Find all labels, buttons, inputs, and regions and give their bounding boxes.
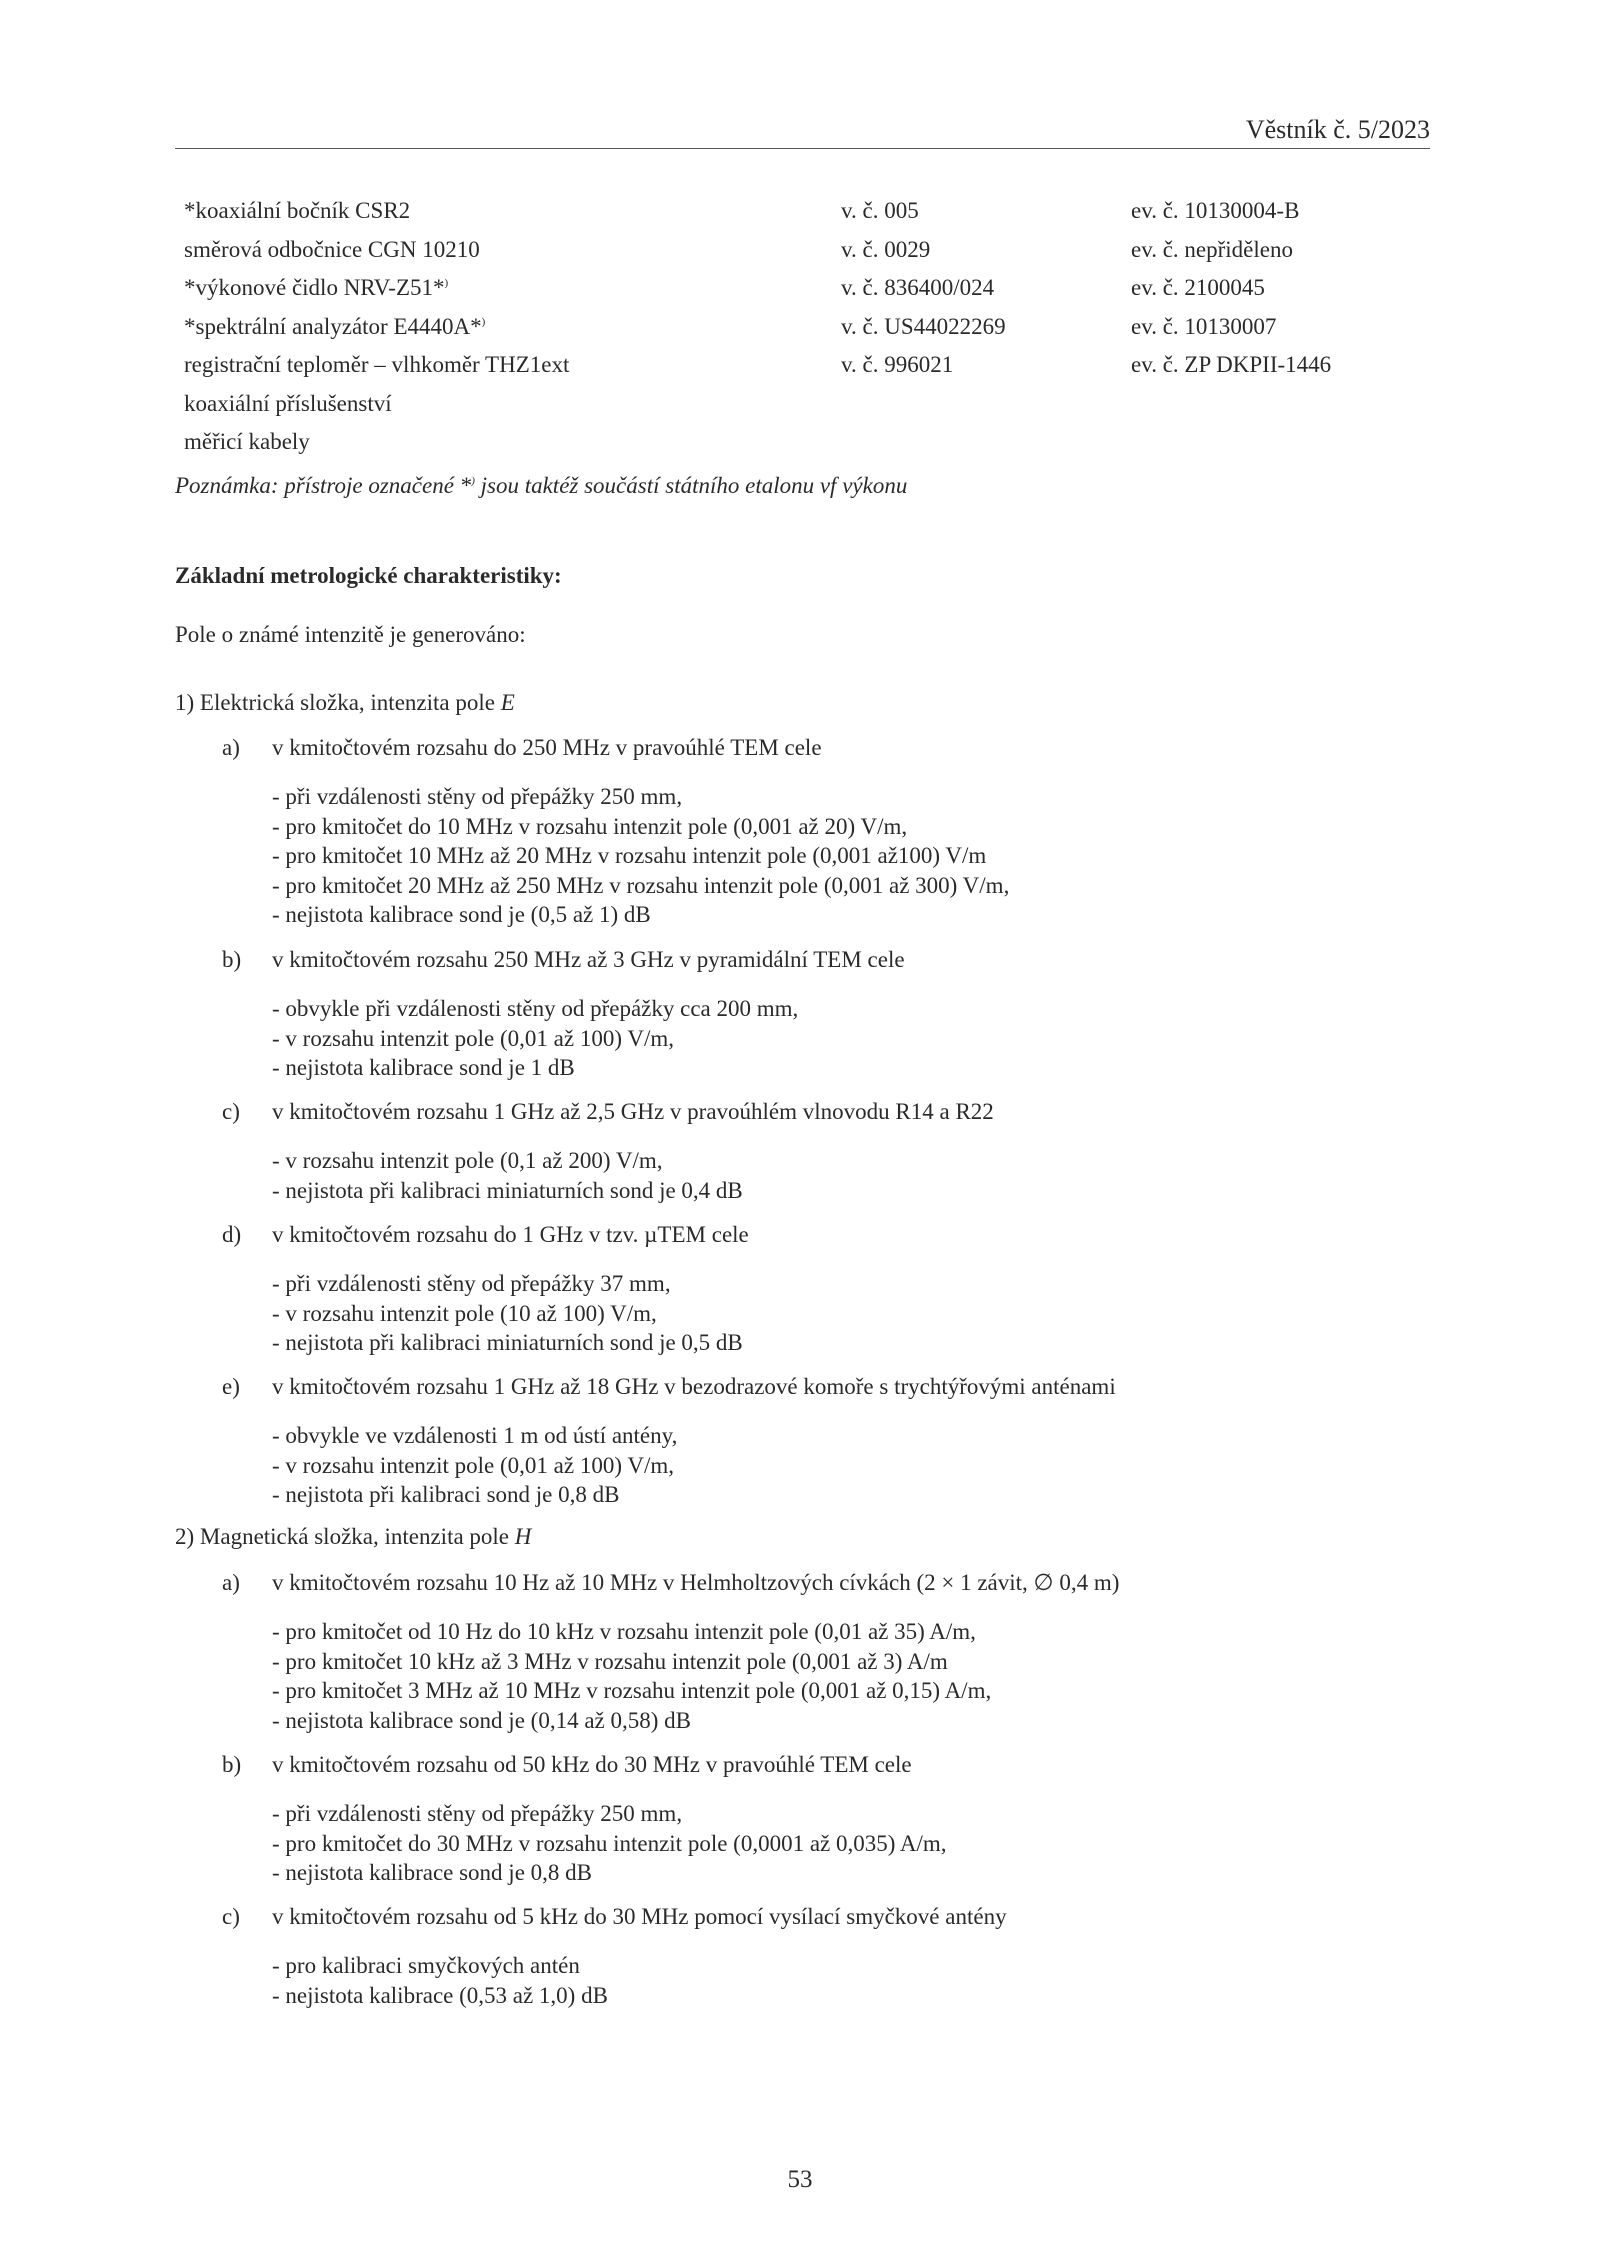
detail-line: - nejistota při kalibraci sond je 0,8 dB	[272, 1482, 620, 1507]
section-title	[175, 1522, 531, 1552]
item-details	[272, 1421, 677, 1510]
page-number: 53	[787, 2166, 813, 2193]
detail-line: - pro kmitočet do 10 MHz v rozsahu intenzit pole (0,001 až 20) V/m,	[272, 813, 908, 839]
footnote-mark: )	[481, 315, 486, 328]
detail-line: - pro kmitočet 10 MHz až 20 MHz v rozsahu intenzit pole (0,001 až100) V/m	[272, 843, 987, 868]
note	[175, 471, 907, 501]
equipment-name: *koaxiální bočník CSR2	[184, 198, 411, 223]
item-label: b)	[222, 1752, 242, 1777]
detail-line: - pro kalibraci smyčkových antén	[272, 1953, 580, 1978]
note-text-rest: jsou taktéž součástí státního etalonu vf výkonu	[474, 473, 908, 498]
item-details	[272, 1617, 991, 1735]
item-text: v kmitočtovém rozsahu od 50 kHz do 30 MHz v pravoúhlé TEM cele	[272, 1752, 912, 1777]
detail-line: - obvykle při vzdálenosti stěny od přepážky cca 200 mm,	[272, 996, 799, 1021]
field-variable: E	[500, 690, 515, 715]
detail-line: - nejistota kalibrace sond je 1 dB	[272, 1055, 575, 1080]
item-details	[272, 1951, 608, 2010]
equipment-serial: v. č. 0029	[841, 236, 931, 262]
item-text: v kmitočtovém rozsahu do 250 MHz v pravoúhlé TEM cele	[272, 735, 822, 760]
equipment-serial: v. č. 836400/024	[841, 275, 995, 300]
item-label: b)	[222, 947, 242, 972]
footnote-mark: )	[444, 277, 449, 289]
equipment-name: *výkonové čidlo NRV-Z51*	[184, 275, 445, 300]
note-text: Poznámka: přístroje označené *	[175, 473, 472, 498]
equipment-row	[184, 196, 1414, 235]
equipment-name: měřicí kabely	[184, 429, 310, 454]
detail-line: - nejistota při kalibraci miniaturních sond je 0,5 dB	[272, 1330, 743, 1355]
item-text: v kmitočtovém rozsahu 10 Hz až 10 MHz v Helmholtzových cívkách (2 × 1 závit, ∅ 0,4 m)	[272, 1570, 1120, 1595]
equipment-name: směrová odbočnice CGN 10210	[184, 236, 480, 262]
equipment-name: *spektrální analyzátor E4440A*	[184, 313, 482, 339]
section-title	[175, 688, 515, 718]
item-text: v kmitočtovém rozsahu 1 GHz až 18 GHz v bezodrazové komoře s trychtýřovými anténami	[272, 1374, 1116, 1399]
detail-line: - nejistota při kalibraci miniaturních sond je 0,4 dB	[272, 1177, 743, 1203]
section-title-text: 1) Elektrická složka, intenzita pole	[175, 690, 501, 715]
equipment-row	[184, 235, 1414, 274]
item-label: a)	[222, 735, 240, 760]
detail-line: - pro kmitočet do 30 MHz v rozsahu intenzit pole (0,0001 až 0,035) A/m,	[272, 1830, 947, 1856]
page-header	[175, 112, 1430, 149]
item-label: d)	[222, 1222, 242, 1247]
item-details	[272, 1799, 947, 1888]
item-label: e)	[222, 1374, 240, 1399]
equipment-row	[184, 427, 1414, 466]
item-details	[272, 994, 798, 1083]
item-label: c)	[222, 1904, 240, 1929]
equipment-list	[184, 196, 1414, 466]
detail-line: - při vzdálenosti stěny od přepážky 250 mm,	[272, 1801, 683, 1826]
item-text: v kmitočtovém rozsahu 1 GHz až 2,5 GHz v pravoúhlém vlnovodu R14 a R22	[272, 1099, 994, 1124]
journal-title: Věstník č. 5/2023	[1245, 115, 1430, 144]
equipment-ev: ev. č. ZP DKPII-1446	[1131, 352, 1332, 377]
detail-line: - v rozsahu intenzit pole (0,01 až 100) V/m,	[272, 1025, 674, 1051]
equipment-row	[184, 273, 1414, 312]
item-text: v kmitočtovém rozsahu do 1 GHz v tzv. µTEM cele	[272, 1222, 749, 1247]
detail-line: - pro kmitočet 20 MHz až 250 MHz v rozsahu intenzit pole (0,001 až 300) V/m,	[272, 872, 1010, 898]
detail-line: - nejistota kalibrace sond je (0,5 až 1) dB	[272, 902, 651, 927]
section-title-text: 2) Magnetická složka, intenzita pole	[175, 1524, 515, 1549]
item-details	[272, 1269, 743, 1358]
detail-line: - v rozsahu intenzit pole (0,01 až 100) V/m,	[272, 1452, 674, 1478]
equipment-name: koaxiální příslušenství	[184, 390, 392, 416]
detail-line: - v rozsahu intenzit pole (0,1 až 200) V/m,	[272, 1148, 663, 1173]
item-label: a)	[222, 1570, 240, 1595]
detail-line: - nejistota kalibrace sond je (0,14 až 0,58) dB	[272, 1707, 691, 1733]
equipment-row	[184, 350, 1414, 389]
detail-line: - pro kmitočet od 10 Hz do 10 kHz v rozsahu intenzit pole (0,01 až 35) A/m,	[272, 1619, 976, 1644]
field-variable: H	[514, 1524, 532, 1549]
item-details	[272, 1146, 743, 1205]
equipment-serial: v. č. US44022269	[841, 313, 1006, 339]
equipment-row	[184, 389, 1414, 428]
equipment-ev: ev. č. 10130007	[1131, 313, 1277, 339]
item-text: v kmitočtovém rozsahu 250 MHz až 3 GHz v pyramidální TEM cele	[272, 947, 905, 972]
equipment-name-wrap	[184, 273, 448, 303]
equipment-ev: ev. č. nepřiděleno	[1131, 236, 1293, 262]
equipment-name: registrační teploměr – vlhkoměr THZ1ext	[184, 352, 570, 377]
equipment-ev: ev. č. 2100045	[1131, 275, 1265, 300]
item-text: v kmitočtovém rozsahu od 5 kHz do 30 MHz pomocí vysílací smyčkové antény	[272, 1904, 1007, 1929]
detail-line: - v rozsahu intenzit pole (10 až 100) V/m,	[272, 1300, 657, 1326]
equipment-serial: v. č. 005	[841, 198, 919, 223]
detail-line: - při vzdálenosti stěny od přepážky 250 mm,	[272, 784, 683, 809]
item-label: c)	[222, 1099, 240, 1124]
equipment-row	[184, 312, 1414, 351]
equipment-name-wrap	[184, 312, 485, 342]
section-heading: Základní metrologické charakteristiky:	[175, 563, 562, 588]
detail-line: - nejistota kalibrace (0,53 až 1,0) dB	[272, 1982, 608, 2008]
equipment-serial: v. č. 996021	[841, 352, 954, 377]
intro-text: Pole o známé intenzitě je generováno:	[175, 622, 526, 647]
detail-line: - pro kmitočet 10 kHz až 3 MHz v rozsahu intenzit pole (0,001 až 3) A/m	[272, 1648, 948, 1674]
detail-line: - při vzdálenosti stěny od přepážky 37 mm,	[272, 1271, 671, 1296]
detail-line: - obvykle ve vzdálenosti 1 m od ústí antény,	[272, 1423, 678, 1448]
detail-line: - nejistota kalibrace sond je 0,8 dB	[272, 1860, 593, 1885]
equipment-ev: ev. č. 10130004-B	[1131, 198, 1300, 223]
item-details	[272, 782, 1009, 930]
detail-line: - pro kmitočet 3 MHz až 10 MHz v rozsahu intenzit pole (0,001 až 0,15) A/m,	[272, 1678, 992, 1703]
footnote-mark: )	[471, 475, 475, 487]
